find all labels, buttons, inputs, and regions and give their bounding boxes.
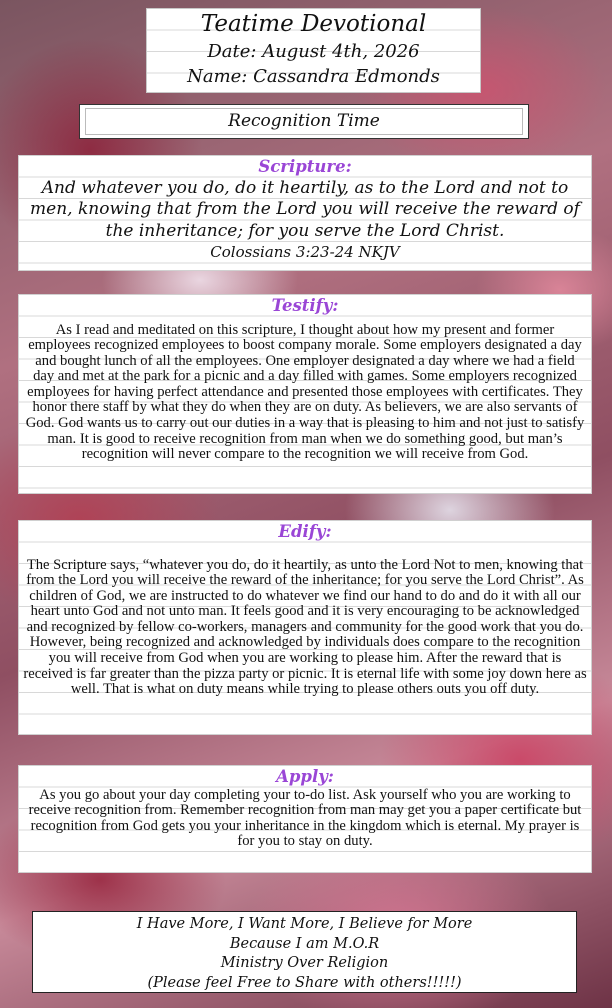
ministry-footer: [32, 911, 577, 993]
edify-text: The Scripture says, “whatever you do, do it heartily, as unto the Lord Not to men, knowing that from the Lord you will receive the reward of the inheritance; for you serve the Lord Christ”. As children of God, we are instructed to do whatever we find our hand to do and do it with all our heart unto God and not unto man. It feels good and it is very encouraging to be acknowledged and recognized by fellow co-workers, managers and community for the good work that you do. However, being recognized and acknowledged by individuals does compare to the recognition you will receive from God when you are working to please him. After the reward that is received is far greater than the pizza party or picnic. It is eternal life with some joy down here as well. That is what on duty means while trying to please others outs you off duty.: [23, 556, 587, 698]
edify-section: [18, 520, 592, 735]
topic-box: [79, 104, 529, 139]
scripture-verse: And whatever you do, do it heartily, as to the Lord and not to men, knowing that from the Lord you will receive the reward of the inheritance; for you serve the Lord Christ.: [30, 177, 580, 241]
topic-title: Recognition Time: [228, 111, 380, 131]
devotional-date: Date: August 4th, 2026: [207, 41, 420, 62]
scripture-heading: Scripture:: [258, 157, 352, 176]
devotional-title: Teatime Devotional: [200, 11, 427, 37]
scripture-section: [18, 155, 592, 271]
apply-heading: Apply:: [276, 767, 334, 786]
footer-line-2: Because I am M.O.R: [229, 935, 380, 952]
footer-line-3: Ministry Over Religion: [220, 955, 389, 971]
footer-line-1: I Have More, I Want More, I Believe for More: [136, 916, 473, 932]
devotional-header: [146, 8, 481, 93]
footer-line-4: (Please feel Free to Share with others!!!!!): [147, 974, 462, 991]
apply-section: [18, 765, 592, 873]
apply-text: As you go about your day completing your to-do list. Ask yourself who you are working to receive recognition from. Remember recognition from man may get you a paper certificate but recognition from God gets you your inheritance in the kingdom which is eternal. My prayer is for you to stay on duty.: [28, 786, 582, 850]
testify-section: [18, 294, 592, 494]
testify-heading: Testify:: [271, 296, 339, 315]
author-name: Name: Cassandra Edmonds: [187, 66, 440, 87]
edify-heading: Edify:: [278, 522, 332, 541]
scripture-reference: Colossians 3:23-24 NKJV: [210, 243, 400, 261]
testify-text: As I read and meditated on this scripture, I thought about how my present and former employees recognized employees to boost company morale. Some employers designated a day and bought lunch of all the employees. One employer designated a day where we had a field day and met at the park for a picnic and a day filled with games. Some employers recognized employees for having perfect attendance and presented those employees with certificates. They honor there staff by what they do when they are on duty. As believers, we are also servants of God. God wants us to carry out our duties in a way that is pleasing to him and not just to satisfy man. It is good to receive recognition from man when we do something good, but man’s recognition will never compare to the recognition we will receive from God.: [25, 321, 585, 463]
